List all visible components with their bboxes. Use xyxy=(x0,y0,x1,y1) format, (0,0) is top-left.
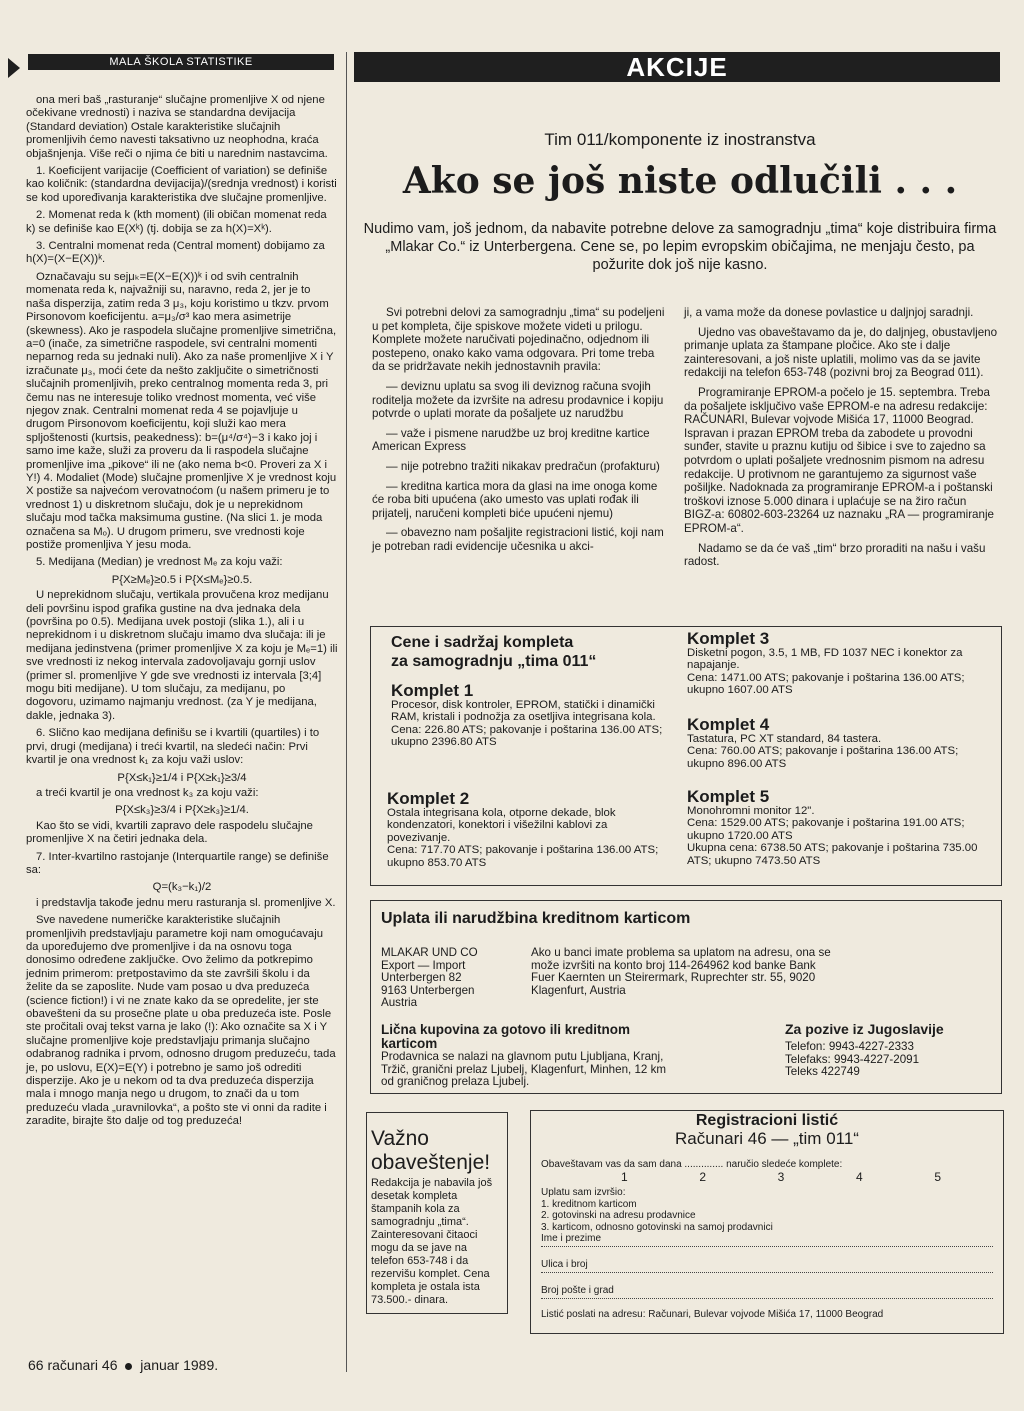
komplet-5: Komplet 5 Monohromni monitor 12". Cena: 1529.00 ATS; pakovanje i poštarina 191.00 ATS; ukupno 1720.00 ATS Ukupna cena: 6738.50 ATS; pakovanje i poštarina 735.00 ATS; ukupno 7473.50 ATS xyxy=(687,787,978,867)
kit-number-1[interactable]: 1 xyxy=(621,1170,628,1184)
rule-item: — važe i pismene narudžbe uz broj kreditne kartice American Express xyxy=(372,426,650,454)
paragraph: 5. Medijana (Median) je vrednost Mₑ za koju važi: xyxy=(36,556,283,569)
kit-number-2[interactable]: 2 xyxy=(699,1170,707,1184)
paragraph: ona meri baš „rasturanje“ slučajne promenljive X od njene očekivane vrednosti) i naziva se standardna devijacija (Standard deviation) Ostale karakteristike slučajnih promenljivih ćemo navesti taksativno uz neophodna, kraća objašnjenja. Više reči o njima će biti u narednim nastavcima. xyxy=(26,94,328,160)
registration-slip xyxy=(530,1110,1004,1334)
paragraph: Sve navedene numeričke karakteristike slučajnih promenljivih predstavljaju parametre koji nam omogućavaju da upoređujemo dve promenljive i da na osnovu toga donosimo određene zaključke. Ovo želimo da potkrepimo jednim primerom: pretpostavimo da ste završili školu i da želite da se zaposlite. Nude vam posao u dva preduzeća (science fiction!) i vi ne znate kako da se opredelite, jer ste obavešteni da su prosečne plate u oba preduzeća iste. Posle ste pročitali ovaj tekst varna je lako (!): Ako označite sa X i Y slučajne promenljive koje predstavljaju primanja slučajno odabranog radnika i prvom, odnosno drugom preduzeću, tada je, po uslovu, E(X)=E(Y) i potrebno je samo još odrediti disperzije. Ako je u nekom od ta dva preduzeća disperzija mala i mnogo manja nego u drugom, to znači da u tom preduzeću vlada „uravnilovka“, a pošto ste vi onni da radite i zaradite, birajte što dalje od tog preduzeća! xyxy=(26,914,336,1128)
article-statistics xyxy=(26,94,338,1133)
lead-text: Nudimo vam, još jednom, da nabavite potrebne delove za samogradnju „tima“ koje distribuira firma „Mlakar Co.“ iz Unterbergena. Cene se, po lepim evropskim običajima, ne menjaju često, pa požurite dok još nije kasno. xyxy=(363,221,997,273)
contact-numbers xyxy=(785,1041,995,1079)
paragraph: ji, a vama može da donese povlastice u daljnjoj saradnji. xyxy=(684,306,974,319)
formula: P{X≥Mₑ}≥0.5 i P{X≤Mₑ}≥0.5. xyxy=(111,573,253,586)
rule-item: — kreditna kartica mora da glasi na ime onoga kome će roba biti upućena (ako umesto vas uplati rođak ili prijatelj, naručeni kompleti biće upućeni njemu) xyxy=(372,479,658,520)
bullet-icon xyxy=(125,1363,132,1370)
notice-text: Redakcija je nabavila još desetak kompleta štampanih kola za samogradnju „tima“. Zainteresovani čitaoci mogu da se jave na telefon 653-748 i da rezervišu komplet. Cena kompleta je ostala ista 73.500.- dinara. xyxy=(371,1177,493,1306)
formula: P{X≤k₁}≥1/4 i P{X≥k₁}≥3/4 xyxy=(117,771,247,784)
reg-title: Registracioni listić xyxy=(695,1112,839,1129)
body-column-3 xyxy=(684,306,1000,575)
paragraph: Svi potrebni delovi za samogradnju „tima“ su podeljeni u pet kompleta, čije spiskove možete videti u prilogu. Komplete možete naručivati pojedinačno, odjednom ili postepeno, onako kako vama odgovara. Pri tome treba da se pridržavate nekih jednostavnih pravila: xyxy=(372,306,665,374)
payment-option-1[interactable]: 1. kreditnom karticom xyxy=(541,1198,637,1210)
reg-send-address: Listić poslati na adresu: Računari, Bulevar vojvode Mišića 17, 11000 Beograd xyxy=(541,1309,884,1320)
payment-option-3[interactable]: 3. karticom, odnosno gotovinski na samoj prodavnici xyxy=(541,1221,773,1233)
paragraph: Nadamo se da će vaš „tim“ brzo proraditi na našu i vašu radost. xyxy=(684,541,986,569)
notice-title: Važno obaveštenje! xyxy=(371,1127,491,1174)
reg-kit-numbers xyxy=(621,1171,941,1184)
page-marker-arrow-icon xyxy=(8,58,20,78)
reg-ordered-line: Obaveštavam vas da sam dana .............. naručio sledeće komplete: xyxy=(541,1159,843,1170)
payment-title: Uplata ili narudžbina kreditnom karticom xyxy=(381,910,691,927)
payment-option-2[interactable]: 2. gotovinski na adresu prodavnice xyxy=(541,1210,696,1221)
headline: Ako se još niste odlučili . . . xyxy=(402,160,958,202)
price-box xyxy=(370,626,1002,886)
kit-number-5[interactable]: 5 xyxy=(934,1170,941,1184)
komplet-1: Komplet 1 Procesor, disk kontroler, EPROM, statički i dinamički RAM, kristali i podnožja za osetljiva integrisana kola. Cena: 226.80 ATS; pakovanje i poštarina 136.00 ATS; ukupno 2396.80 ATS xyxy=(391,681,663,749)
personal-purchase-text: Prodavnica se nalazi na glavnom putu Ljubljana, Kranj, Tržič, granični prelaz Ljubelj, Klagenfurt, Minhen, 12 km od graničnog prelaza Ljubelj. xyxy=(381,1050,667,1089)
formula: P{X≤k₃}≥3/4 i P{X≥k₃}≥1/4. xyxy=(115,804,249,817)
rule-item: — obavezno nam pošaljite registracioni listić, koji nam je potreban radi evidencije učesnika u akci- xyxy=(372,526,664,553)
kit-number-3[interactable]: 3 xyxy=(777,1170,785,1184)
reg-city-field[interactable]: Broj pošte i grad xyxy=(541,1285,993,1299)
reg-street-field[interactable]: Ulica i broj xyxy=(541,1259,993,1273)
paragraph: 3. Centralni momenat reda (Central moment) dobijamo za h(X)=(X−E(X))ᵏ. xyxy=(26,240,325,266)
footer-page: 66 računari 46 xyxy=(28,1357,118,1373)
paragraph: 1. Koeficijent varijacije (Coefficient of variation) se definiše kao količnik: (standardna devijacija)/(srednja vrednost) i koristi se kod upoređivanja karakteristika dve slučajne promenljive. xyxy=(26,165,337,204)
paragraph: 6. Slično kao medijana definišu se i kvartili (quartiles) i to prvi, drugi (medijana) i treći kvartil, na sledeći način: Prvi kvartil je ona vrednost k₁ za koju važi uslov: xyxy=(26,727,320,767)
telex-number: Teleks 422749 xyxy=(785,1065,860,1079)
paragraph: Kao što se vidi, kvartili zapravo dele raspodelu slučajne promenljive X na četiri jednaka dela. xyxy=(26,819,313,846)
phone-number: Telefon: 9943-4227-2333 xyxy=(785,1040,914,1053)
kit-number-4[interactable]: 4 xyxy=(855,1170,863,1184)
price-box-title: Cene i sadržaj kompleta za samogradnju „tima 011“ xyxy=(391,634,597,670)
yugoslavia-title: Za pozive iz Jugoslavije xyxy=(785,1021,944,1037)
paragraph: Označavaju su sejμₖ=E(X−E(X))ᵏ i od svih centralnih momenata reda k, najvažniji su, naravno, reda 2, jer je to naša disperzija, zatim reda 3 μ₃, koju koristimo u tkzv. prvom Pirsonovom koeficijentu. a=μ₃/σ³ kao mera asimetrije (skewness). Ako je raspodela slučajne promenljive simetrična, a=0 (inače, za simetrične raspodele, svi centralni momenti neparnog reda su jednaki nuli). Ako za naše promenljive X i Y izračunate μ₃, moći ćete da nešto zaključite o simetričnosti slučajnih promenljivih, preko centralnog momenta reda 3, pri čemu nas ne interesuje toliko vrednost momenta, već više njegov znak. Centralni momenat reda 4 se pojavljuje u drugom Pirsonovom koeficijentu, koji služi kao mera spljoštenosti (kurtsis, peakedness): b=(μ⁴/σ⁴)−3 i kako joj i samo ime kaže, služi za proveru da li raspodela slučajne promenljive ima „pikove“ ili ne (ako nema b<0. Proveri za X i Y!) 4. Modaliet (Mode) slučajne promenljive X je vrednost koju X postiže sa najvećom verovatnoćom (u našem primeru je to vrednost 1) u diskretnom slučaju, dok je u neprekidnom slučaju mod tačka maksimuma gustine. (Na slici 1. je moda označena sa Mₒ). U drugom primeru, sve vrednosti koje postiže promenljiva Y jesu moda. xyxy=(26,270,337,551)
reg-payment-method: Uplatu sam izvršio: 1. kreditnom karticom 2. gotovinski na adresu prodavnice 3. karticom, odnosno gotovinski na samoj prodavnici xyxy=(541,1187,993,1233)
notice-box xyxy=(366,1112,508,1314)
column-divider xyxy=(346,52,347,1372)
formula: Q=(k₃−k₁)/2 xyxy=(152,881,212,894)
paragraph: Programiranje EPROM-a počelo je 15. septembra. Treba da pošaljete isključivo vaše EPROM-e na adresu redakcije: RAČUNARI, Bulevar vojvode Mišića 17, 11000 Beograd. Ispravan i prazan EPROM treba da zabodete u provodni sunđer, stavite u praznu kutiju od šibice i sve to zajedno sa potvrdom o uplati pošaljete vrednosnim pismom na adresu redakcije. U protivnom ne garantujemo za sigurnost vaše pošiljke. Nadoknada za programiranje EPROM-a i poštanski troškovi iznose 5.000 dinara i uplaćuje se na žiro račun BIGZ-a: 60802-603-23264 uz naznaku „RA — programiranje EPROM-a“. xyxy=(684,385,994,535)
payment-box xyxy=(370,900,1002,1094)
komplet-2: Komplet 2 Ostala integrisana kola, otporne dekade, blok kondenzatori, konektori i višežilni kablovi za povezivanje. Cena: 717.70 ATS; pakovanje i poštarina 136.00 ATS; ukupno 853.70 ATS xyxy=(387,789,659,869)
paragraph: Ujedno vas obaveštavamo da je, do daljnjeg, obustavljeno primanje uplata za štampane pločice. Ako ste i dalje zainteresovani, a još niste uplatili, molimo vas da se javite redakciji na telefon 653-748 (pozivni broj za Beograd 011). xyxy=(684,325,998,380)
paragraph: U neprekidnom slučaju, vertikala provučena kroz medijanu deli površinu ispod grafika gustine na dva jednaka dela (površina po 0.5). Medijana uvek postoji (slika 1.), ali i u neprekidnom i u diskretnom slučaju imamo dva slučaja: ili je medijana jedinstvena (primer promenljive X za koju je Mₑ=1) ili sve vrednosti iz nekog intervala zadovoljavaju gornji uslov (primer sl. promenljive Y gde sve vrednosti iz intervala [3;4] mogu biti medijane). U tom slučaju, za medijanu, po dogovoru, uzimamo najmanju vrednost. (za Y je medijana, dakle, jednaka 3). xyxy=(26,589,338,722)
kicker: Tim 011/komponente iz inostranstva xyxy=(544,130,816,149)
personal-purchase-title: Lična kupovina za gotovo ili kreditnom karticom xyxy=(381,1022,631,1051)
body-column-2 xyxy=(372,306,670,560)
fax-number: Telefaks: 9943-4227-2091 xyxy=(785,1052,920,1066)
bank-info: Ako u banci imate problema sa uplatom na adresu, ona se može izvršiti na konto broj 114-264962 kod banke Bank Fuer Kaernten un Steirermark, Ruprechter str. 55, 9020 Klagenfurt, Austria xyxy=(531,946,831,997)
reg-name-field[interactable]: Ime i prezime xyxy=(541,1233,993,1247)
page-footer xyxy=(28,1357,218,1373)
paragraph: 2. Momenat reda k (kth moment) (ili običan momenat reda k) se definiše kao E(Xᵏ) (tj. dobija se za h(X)=Xᵏ). xyxy=(26,209,327,235)
paragraph: 7. Inter-kvartilno rastojanje (Interquartile range) se definiše sa: xyxy=(26,850,329,876)
komplet-4: Komplet 4 Tastatura, PC XT standard, 84 tastera. Cena: 760.00 ATS; pakovanje i poštarina 136.00 ATS; ukupno 896.00 ATS xyxy=(687,715,959,770)
komplet-3: Komplet 3 Disketni pogon, 3.5, 1 MB, FD 1037 NEC i konektor za napajanje. Cena: 1471.00 ATS; pakovanje i poštarina 136.00 ATS; ukupno 1607.00 ATS xyxy=(687,629,965,697)
paragraph: a treći kvartil je ona vrednost k₃ za koju važi: xyxy=(36,786,259,799)
rule-item: — nije potrebno tražiti nikakav predračun (profakturu) xyxy=(386,459,660,473)
rule-item: — deviznu uplatu sa svog ili deviznog računa svojih roditelja možete da izvršite na adresu prodavnice i kopiju potvrde o uplati morate da pošaljete uz narudžbu xyxy=(372,379,664,421)
footer-date: januar 1989. xyxy=(140,1357,219,1373)
shop-address: MLAKAR UND CO Export — Import Unterbergen 82 9163 Unterbergen Austria xyxy=(381,946,478,1010)
section-banner-left: MALA ŠKOLA STATISTIKE xyxy=(28,54,334,70)
paragraph: i predstavlja takođe jednu meru rasturanja sl. promenljive X. xyxy=(36,896,336,909)
reg-subtitle: Računari 46 — „tim 011“ xyxy=(675,1129,859,1148)
section-banner-right: AKCIJE xyxy=(354,52,1000,82)
